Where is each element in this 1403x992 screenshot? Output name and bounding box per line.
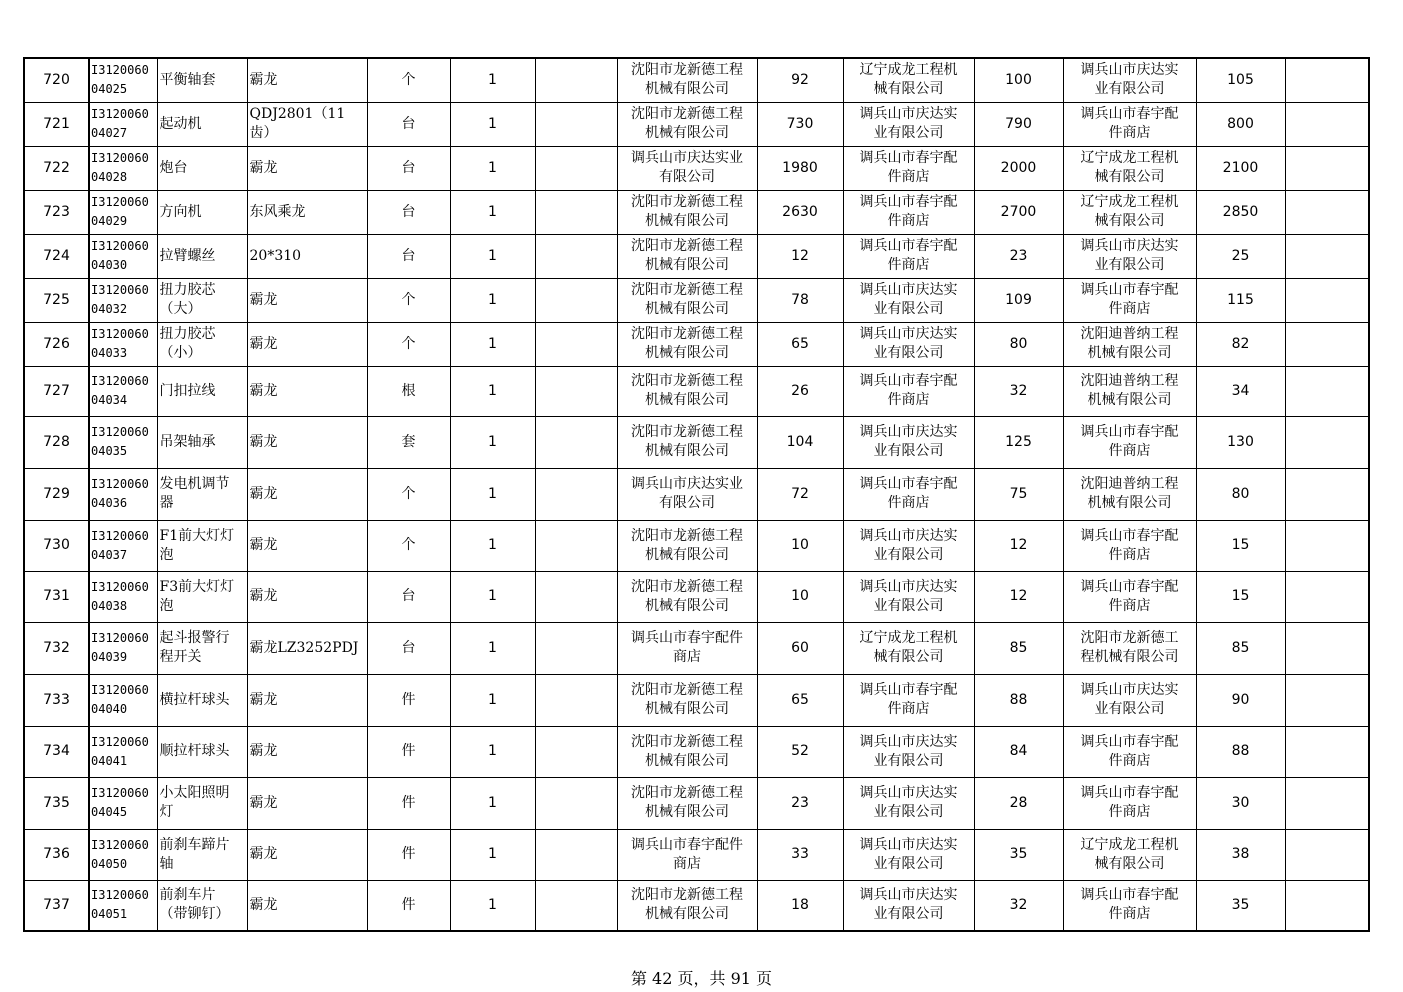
remark-cell xyxy=(1285,880,1369,931)
material-code: I3120060 04033 xyxy=(89,322,157,366)
price-2: 109 xyxy=(974,278,1063,322)
supplier-2: 调兵山市庆达实 业有限公司 xyxy=(843,829,974,880)
supplier-1: 调兵山市庆达实业 有限公司 xyxy=(617,468,757,520)
item-quantity: 1 xyxy=(450,58,535,102)
item-unit: 台 xyxy=(367,571,450,622)
item-name: 顺拉杆球头 xyxy=(157,726,247,777)
item-name: 发电机调节 器 xyxy=(157,468,247,520)
supplier-3: 辽宁成龙工程机 械有限公司 xyxy=(1063,829,1196,880)
price-3: 15 xyxy=(1196,520,1285,571)
item-quantity: 1 xyxy=(450,674,535,726)
supplier-1: 调兵山市春宇配件 商店 xyxy=(617,829,757,880)
material-code: I3120060 04028 xyxy=(89,146,157,190)
price-3: 105 xyxy=(1196,58,1285,102)
supplier-2: 调兵山市庆达实 业有限公司 xyxy=(843,278,974,322)
row-number: 734 xyxy=(24,726,89,777)
item-spec: 霸龙 xyxy=(247,278,367,322)
blank-cell xyxy=(535,829,617,880)
table-row xyxy=(24,571,1369,622)
item-quantity: 1 xyxy=(450,190,535,234)
blank-cell xyxy=(535,234,617,278)
supplier-3: 调兵山市庆达实 业有限公司 xyxy=(1063,674,1196,726)
row-number: 726 xyxy=(24,322,89,366)
price-3: 90 xyxy=(1196,674,1285,726)
blank-cell xyxy=(535,278,617,322)
price-3: 115 xyxy=(1196,278,1285,322)
row-number: 732 xyxy=(24,622,89,674)
price-1: 10 xyxy=(757,520,843,571)
material-code: I3120060 04050 xyxy=(89,829,157,880)
item-unit: 件 xyxy=(367,829,450,880)
price-1: 26 xyxy=(757,366,843,416)
supplier-3: 调兵山市春宇配 件商店 xyxy=(1063,726,1196,777)
material-code: I3120060 04039 xyxy=(89,622,157,674)
table-row xyxy=(24,278,1369,322)
table-row xyxy=(24,234,1369,278)
price-2: 80 xyxy=(974,322,1063,366)
item-unit: 件 xyxy=(367,880,450,931)
price-1: 18 xyxy=(757,880,843,931)
remark-cell xyxy=(1285,829,1369,880)
remark-cell xyxy=(1285,622,1369,674)
supplier-3: 调兵山市春宇配 件商店 xyxy=(1063,777,1196,829)
item-unit: 件 xyxy=(367,726,450,777)
price-1: 78 xyxy=(757,278,843,322)
supplier-1: 沈阳市龙新德工程 机械有限公司 xyxy=(617,571,757,622)
material-code: I3120060 04034 xyxy=(89,366,157,416)
price-1: 1980 xyxy=(757,146,843,190)
item-quantity: 1 xyxy=(450,726,535,777)
supplier-2: 调兵山市庆达实 业有限公司 xyxy=(843,571,974,622)
blank-cell xyxy=(535,322,617,366)
price-1: 65 xyxy=(757,674,843,726)
remark-cell xyxy=(1285,146,1369,190)
row-number: 721 xyxy=(24,102,89,146)
supplier-1: 沈阳市龙新德工程 机械有限公司 xyxy=(617,726,757,777)
supplier-2: 调兵山市庆达实 业有限公司 xyxy=(843,416,974,468)
price-2: 2700 xyxy=(974,190,1063,234)
supplier-1: 沈阳市龙新德工程 机械有限公司 xyxy=(617,278,757,322)
blank-cell xyxy=(535,190,617,234)
item-unit: 个 xyxy=(367,322,450,366)
remark-cell xyxy=(1285,520,1369,571)
supplier-2: 调兵山市春宇配 件商店 xyxy=(843,190,974,234)
price-2: 12 xyxy=(974,571,1063,622)
supplier-1: 沈阳市龙新德工程 机械有限公司 xyxy=(617,58,757,102)
item-unit: 个 xyxy=(367,520,450,571)
remark-cell xyxy=(1285,58,1369,102)
item-spec: 霸龙 xyxy=(247,416,367,468)
price-1: 10 xyxy=(757,571,843,622)
remark-cell xyxy=(1285,234,1369,278)
price-3: 34 xyxy=(1196,366,1285,416)
price-1: 72 xyxy=(757,468,843,520)
price-1: 65 xyxy=(757,322,843,366)
table-row xyxy=(24,416,1369,468)
blank-cell xyxy=(535,102,617,146)
material-code: I3120060 04025 xyxy=(89,58,157,102)
row-number: 731 xyxy=(24,571,89,622)
price-1: 104 xyxy=(757,416,843,468)
row-number: 725 xyxy=(24,278,89,322)
supplier-2: 调兵山市庆达实 业有限公司 xyxy=(843,102,974,146)
supplier-2: 调兵山市庆达实 业有限公司 xyxy=(843,322,974,366)
supplier-3: 调兵山市庆达实 业有限公司 xyxy=(1063,58,1196,102)
material-code: I3120060 04030 xyxy=(89,234,157,278)
supplier-1: 沈阳市龙新德工程 机械有限公司 xyxy=(617,322,757,366)
material-code: I3120060 04029 xyxy=(89,190,157,234)
supplier-3: 沈阳迪普纳工程 机械有限公司 xyxy=(1063,468,1196,520)
item-quantity: 1 xyxy=(450,829,535,880)
supplier-3: 沈阳市龙新德工 程机械有限公司 xyxy=(1063,622,1196,674)
remark-cell xyxy=(1285,278,1369,322)
item-name: F3前大灯灯 泡 xyxy=(157,571,247,622)
supplier-3: 辽宁成龙工程机 械有限公司 xyxy=(1063,190,1196,234)
material-code: I3120060 04036 xyxy=(89,468,157,520)
supplier-1: 沈阳市龙新德工程 机械有限公司 xyxy=(617,416,757,468)
item-spec: 霸龙 xyxy=(247,726,367,777)
material-code: I3120060 04041 xyxy=(89,726,157,777)
blank-cell xyxy=(535,571,617,622)
supplier-2: 调兵山市春宇配 件商店 xyxy=(843,234,974,278)
row-number: 724 xyxy=(24,234,89,278)
supplier-3: 辽宁成龙工程机 械有限公司 xyxy=(1063,146,1196,190)
material-code: I3120060 04027 xyxy=(89,102,157,146)
price-3: 15 xyxy=(1196,571,1285,622)
item-spec: 霸龙 xyxy=(247,468,367,520)
supplier-3: 调兵山市春宇配 件商店 xyxy=(1063,416,1196,468)
table-body xyxy=(24,58,1369,931)
blank-cell xyxy=(535,366,617,416)
supplier-1: 调兵山市庆达实业 有限公司 xyxy=(617,146,757,190)
item-name: 方向机 xyxy=(157,190,247,234)
item-unit: 个 xyxy=(367,58,450,102)
blank-cell xyxy=(535,674,617,726)
remark-cell xyxy=(1285,416,1369,468)
item-quantity: 1 xyxy=(450,571,535,622)
supplier-2: 调兵山市春宇配 件商店 xyxy=(843,674,974,726)
price-3: 88 xyxy=(1196,726,1285,777)
price-2: 28 xyxy=(974,777,1063,829)
price-1: 2630 xyxy=(757,190,843,234)
item-name: 平衡轴套 xyxy=(157,58,247,102)
item-unit: 件 xyxy=(367,777,450,829)
item-quantity: 1 xyxy=(450,880,535,931)
item-quantity: 1 xyxy=(450,102,535,146)
row-number: 723 xyxy=(24,190,89,234)
supplier-2: 调兵山市庆达实 业有限公司 xyxy=(843,726,974,777)
item-name: 起斗报警行 程开关 xyxy=(157,622,247,674)
supplier-1: 沈阳市龙新德工程 机械有限公司 xyxy=(617,674,757,726)
price-1: 12 xyxy=(757,234,843,278)
price-2: 84 xyxy=(974,726,1063,777)
supplier-1: 沈阳市龙新德工程 机械有限公司 xyxy=(617,520,757,571)
item-spec: QDJ2801（11 齿） xyxy=(247,102,367,146)
supplier-3: 调兵山市春宇配 件商店 xyxy=(1063,571,1196,622)
item-unit: 台 xyxy=(367,622,450,674)
item-unit: 台 xyxy=(367,234,450,278)
item-name: 小太阳照明 灯 xyxy=(157,777,247,829)
price-1: 23 xyxy=(757,777,843,829)
price-3: 25 xyxy=(1196,234,1285,278)
supplier-3: 沈阳迪普纳工程 机械有限公司 xyxy=(1063,366,1196,416)
item-name: F1前大灯灯 泡 xyxy=(157,520,247,571)
item-spec: 霸龙 xyxy=(247,777,367,829)
item-spec: 霸龙 xyxy=(247,829,367,880)
blank-cell xyxy=(535,726,617,777)
item-quantity: 1 xyxy=(450,468,535,520)
supplier-1: 沈阳市龙新德工程 机械有限公司 xyxy=(617,190,757,234)
supplier-1: 沈阳市龙新德工程 机械有限公司 xyxy=(617,366,757,416)
item-spec: 霸龙 xyxy=(247,880,367,931)
material-code: I3120060 04037 xyxy=(89,520,157,571)
price-3: 35 xyxy=(1196,880,1285,931)
blank-cell xyxy=(535,520,617,571)
price-3: 38 xyxy=(1196,829,1285,880)
table-row xyxy=(24,146,1369,190)
price-comparison-table xyxy=(23,57,1370,932)
supplier-2: 辽宁成龙工程机 械有限公司 xyxy=(843,622,974,674)
item-quantity: 1 xyxy=(450,278,535,322)
supplier-3: 调兵山市庆达实 业有限公司 xyxy=(1063,234,1196,278)
remark-cell xyxy=(1285,468,1369,520)
blank-cell xyxy=(535,468,617,520)
item-unit: 台 xyxy=(367,102,450,146)
supplier-1: 沈阳市龙新德工程 机械有限公司 xyxy=(617,880,757,931)
price-3: 2100 xyxy=(1196,146,1285,190)
table-row xyxy=(24,322,1369,366)
item-spec: 霸龙LZ3252PDJ xyxy=(247,622,367,674)
item-spec: 20*310 xyxy=(247,234,367,278)
table-row xyxy=(24,622,1369,674)
item-name: 拉臂螺丝 xyxy=(157,234,247,278)
price-2: 2000 xyxy=(974,146,1063,190)
item-unit: 个 xyxy=(367,278,450,322)
item-spec: 霸龙 xyxy=(247,571,367,622)
item-spec: 霸龙 xyxy=(247,366,367,416)
material-code: I3120060 04040 xyxy=(89,674,157,726)
price-1: 92 xyxy=(757,58,843,102)
item-quantity: 1 xyxy=(450,234,535,278)
item-name: 横拉杆球头 xyxy=(157,674,247,726)
price-2: 32 xyxy=(974,366,1063,416)
table-row xyxy=(24,829,1369,880)
material-code: I3120060 04045 xyxy=(89,777,157,829)
item-unit: 台 xyxy=(367,146,450,190)
remark-cell xyxy=(1285,674,1369,726)
item-quantity: 1 xyxy=(450,416,535,468)
item-quantity: 1 xyxy=(450,520,535,571)
item-spec: 霸龙 xyxy=(247,146,367,190)
item-spec: 霸龙 xyxy=(247,674,367,726)
blank-cell xyxy=(535,416,617,468)
supplier-3: 调兵山市春宇配 件商店 xyxy=(1063,520,1196,571)
item-quantity: 1 xyxy=(450,622,535,674)
price-3: 800 xyxy=(1196,102,1285,146)
supplier-2: 调兵山市春宇配 件商店 xyxy=(843,366,974,416)
supplier-3: 调兵山市春宇配 件商店 xyxy=(1063,880,1196,931)
item-unit: 件 xyxy=(367,674,450,726)
item-spec: 霸龙 xyxy=(247,520,367,571)
price-2: 790 xyxy=(974,102,1063,146)
material-code: I3120060 04051 xyxy=(89,880,157,931)
material-code: I3120060 04038 xyxy=(89,571,157,622)
item-spec: 霸龙 xyxy=(247,322,367,366)
table-row xyxy=(24,468,1369,520)
table-row xyxy=(24,880,1369,931)
row-number: 720 xyxy=(24,58,89,102)
supplier-3: 沈阳迪普纳工程 机械有限公司 xyxy=(1063,322,1196,366)
price-1: 730 xyxy=(757,102,843,146)
table-row xyxy=(24,674,1369,726)
supplier-2: 调兵山市庆达实 业有限公司 xyxy=(843,777,974,829)
supplier-2: 调兵山市庆达实 业有限公司 xyxy=(843,520,974,571)
supplier-1: 沈阳市龙新德工程 机械有限公司 xyxy=(617,234,757,278)
price-3: 130 xyxy=(1196,416,1285,468)
item-name: 炮台 xyxy=(157,146,247,190)
supplier-3: 调兵山市春宇配 件商店 xyxy=(1063,278,1196,322)
supplier-2: 调兵山市春宇配 件商店 xyxy=(843,146,974,190)
item-name: 前刹车蹄片 轴 xyxy=(157,829,247,880)
remark-cell xyxy=(1285,102,1369,146)
table-row xyxy=(24,366,1369,416)
blank-cell xyxy=(535,146,617,190)
item-name: 门扣拉线 xyxy=(157,366,247,416)
row-number: 737 xyxy=(24,880,89,931)
item-quantity: 1 xyxy=(450,777,535,829)
supplier-1: 沈阳市龙新德工程 机械有限公司 xyxy=(617,102,757,146)
item-quantity: 1 xyxy=(450,322,535,366)
remark-cell xyxy=(1285,190,1369,234)
material-code: I3120060 04032 xyxy=(89,278,157,322)
price-2: 23 xyxy=(974,234,1063,278)
item-name: 起动机 xyxy=(157,102,247,146)
price-2: 125 xyxy=(974,416,1063,468)
item-name: 扭力胶芯 （大） xyxy=(157,278,247,322)
blank-cell xyxy=(535,58,617,102)
supplier-2: 调兵山市春宇配 件商店 xyxy=(843,468,974,520)
supplier-2: 调兵山市庆达实 业有限公司 xyxy=(843,880,974,931)
price-2: 75 xyxy=(974,468,1063,520)
price-3: 80 xyxy=(1196,468,1285,520)
price-2: 12 xyxy=(974,520,1063,571)
row-number: 727 xyxy=(24,366,89,416)
price-1: 52 xyxy=(757,726,843,777)
material-code: I3120060 04035 xyxy=(89,416,157,468)
blank-cell xyxy=(535,777,617,829)
price-2: 88 xyxy=(974,674,1063,726)
table-row xyxy=(24,58,1369,102)
table-row xyxy=(24,777,1369,829)
price-2: 100 xyxy=(974,58,1063,102)
item-spec: 东风乘龙 xyxy=(247,190,367,234)
price-2: 35 xyxy=(974,829,1063,880)
remark-cell xyxy=(1285,571,1369,622)
row-number: 736 xyxy=(24,829,89,880)
row-number: 730 xyxy=(24,520,89,571)
item-name: 吊架轴承 xyxy=(157,416,247,468)
row-number: 735 xyxy=(24,777,89,829)
item-unit: 套 xyxy=(367,416,450,468)
price-2: 32 xyxy=(974,880,1063,931)
price-3: 30 xyxy=(1196,777,1285,829)
row-number: 729 xyxy=(24,468,89,520)
price-2: 85 xyxy=(974,622,1063,674)
page-footer: 第 42 页，共 91 页 xyxy=(630,969,773,988)
item-quantity: 1 xyxy=(450,366,535,416)
remark-cell xyxy=(1285,777,1369,829)
remark-cell xyxy=(1285,322,1369,366)
remark-cell xyxy=(1285,366,1369,416)
supplier-3: 调兵山市春宇配 件商店 xyxy=(1063,102,1196,146)
table-row xyxy=(24,520,1369,571)
table-row xyxy=(24,190,1369,234)
item-quantity: 1 xyxy=(450,146,535,190)
blank-cell xyxy=(535,622,617,674)
price-1: 60 xyxy=(757,622,843,674)
item-name: 前刹车片 （带铆钉） xyxy=(157,880,247,931)
supplier-1: 调兵山市春宇配件 商店 xyxy=(617,622,757,674)
remark-cell xyxy=(1285,726,1369,777)
item-unit: 个 xyxy=(367,468,450,520)
row-number: 722 xyxy=(24,146,89,190)
table-row xyxy=(24,102,1369,146)
item-unit: 台 xyxy=(367,190,450,234)
price-3: 82 xyxy=(1196,322,1285,366)
row-number: 728 xyxy=(24,416,89,468)
supplier-1: 沈阳市龙新德工程 机械有限公司 xyxy=(617,777,757,829)
item-unit: 根 xyxy=(367,366,450,416)
table-row xyxy=(24,726,1369,777)
price-3: 85 xyxy=(1196,622,1285,674)
price-3: 2850 xyxy=(1196,190,1285,234)
item-name: 扭力胶芯 （小） xyxy=(157,322,247,366)
row-number: 733 xyxy=(24,674,89,726)
item-spec: 霸龙 xyxy=(247,58,367,102)
supplier-2: 辽宁成龙工程机 械有限公司 xyxy=(843,58,974,102)
price-1: 33 xyxy=(757,829,843,880)
blank-cell xyxy=(535,880,617,931)
